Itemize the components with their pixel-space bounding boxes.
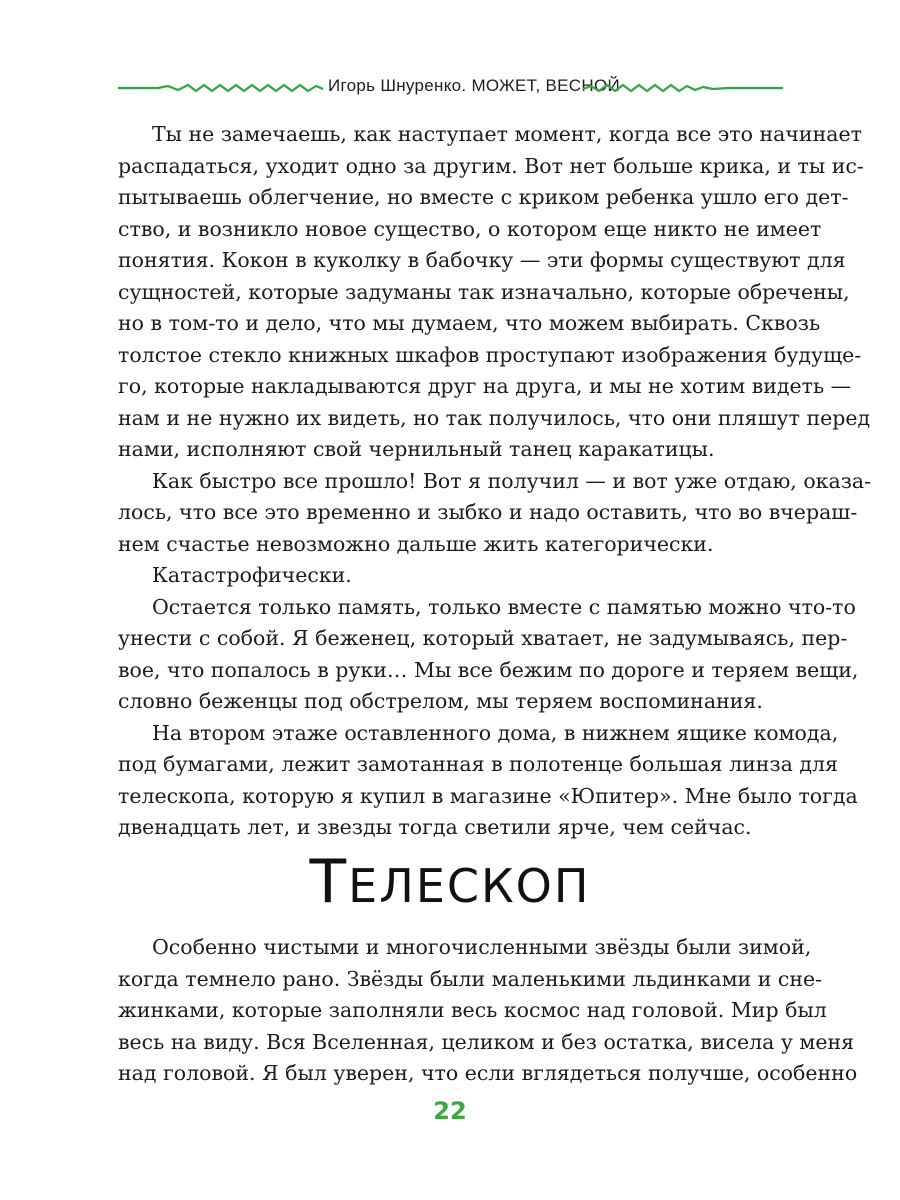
text-line: когда темнело рано. Звёзды были маленькими льдинками и сне-	[118, 966, 823, 991]
text-line: но в том-то и дело, что мы думаем, что можем выбирать. Сквозь	[118, 311, 821, 335]
text-line: понятия. Кокон в куколку в бабочку — эти формы существуют для	[118, 248, 846, 272]
left-squiggle-ornament	[118, 80, 323, 96]
text-line: нами, исполняют свой чернильный танец каракатицы.	[118, 437, 715, 461]
right-squiggle-ornament	[583, 80, 783, 96]
text-line: двенадцать лет, и звезды тогда светили ярче, чем сейчас.	[118, 815, 752, 839]
text-line: распадаться, уходит одно за другим. Вот нет больше крика, и ты ис-	[118, 153, 864, 178]
text-line: Катастрофически.	[152, 563, 352, 587]
text-line: над головой. Я был уверен, что если вглядеться получше, особенно	[118, 1061, 858, 1085]
body-text-block	[118, 932, 858, 1090]
text-line: весь на виду. Вся Вселенная, целиком и без остатка, висела у меня	[118, 1029, 855, 1054]
page-number: 22	[433, 1097, 467, 1125]
text-line: нем счастье невозможно дальше жить категорически.	[118, 531, 714, 556]
text-line: под бумагами, лежит замотанная в полотенце большая линза для	[118, 752, 838, 776]
text-line: Особенно чистыми и многочисленными звёзды были зимой,	[152, 935, 812, 959]
text-line: На втором этаже оставленного дома, в нижнем ящике комода,	[152, 720, 839, 745]
running-header	[118, 72, 783, 106]
chapter-title	[0, 842, 900, 926]
text-line: Ты не замечаешь, как наступает момент, когда все это начинает	[152, 122, 862, 146]
text-line: Как быстро все прошло! Вот я получил — и вот уже отдаю, оказа-	[152, 468, 872, 493]
chapter-title-rest: ЕЛЕСКОП	[348, 859, 591, 913]
text-line: лось, что все это временно и зыбко и надо оставить, что во вчераш-	[118, 500, 858, 524]
text-line: Остается только память, только вместе с памятью можно что-то	[152, 594, 856, 619]
running-title: Игорь Шнуренко. МОЖЕТ, ВЕСНОЙ	[328, 76, 621, 95]
text-line: словно беженцы под обстрелом, мы теряем воспоминания.	[118, 689, 763, 713]
text-line: вое, что попалось в руки… Мы все бежим по дороге и теряем вещи,	[118, 657, 859, 682]
text-line: нам и не нужно их видеть, но так получилось, что они пляшут перед	[118, 405, 871, 430]
chapter-title-initial: Т	[309, 847, 349, 917]
text-line: сущностей, которые задуманы так изначально, которые обречены,	[118, 279, 850, 304]
text-line: го, которые накладываются друг на друга, и мы не хотим видеть —	[118, 374, 852, 398]
text-line: унести с собой. Я беженец, который хватает, не задумываясь, пер-	[118, 626, 848, 650]
text-line: пытываешь облегчение, но вместе с криком ребенка ушло его дет-	[118, 185, 849, 209]
text-line: ство, и возникло новое существо, о котором еще никто не имеет	[118, 216, 822, 241]
body-text-block	[118, 119, 872, 844]
text-line: жинками, которые заполняли весь космос над головой. Мир был	[118, 998, 827, 1022]
text-line: толстое стекло книжных шкафов проступают изображения будуще-	[118, 342, 862, 367]
text-line: телескопа, которую я купил в магазине «Юпитер». Мне было тогда	[118, 783, 858, 808]
